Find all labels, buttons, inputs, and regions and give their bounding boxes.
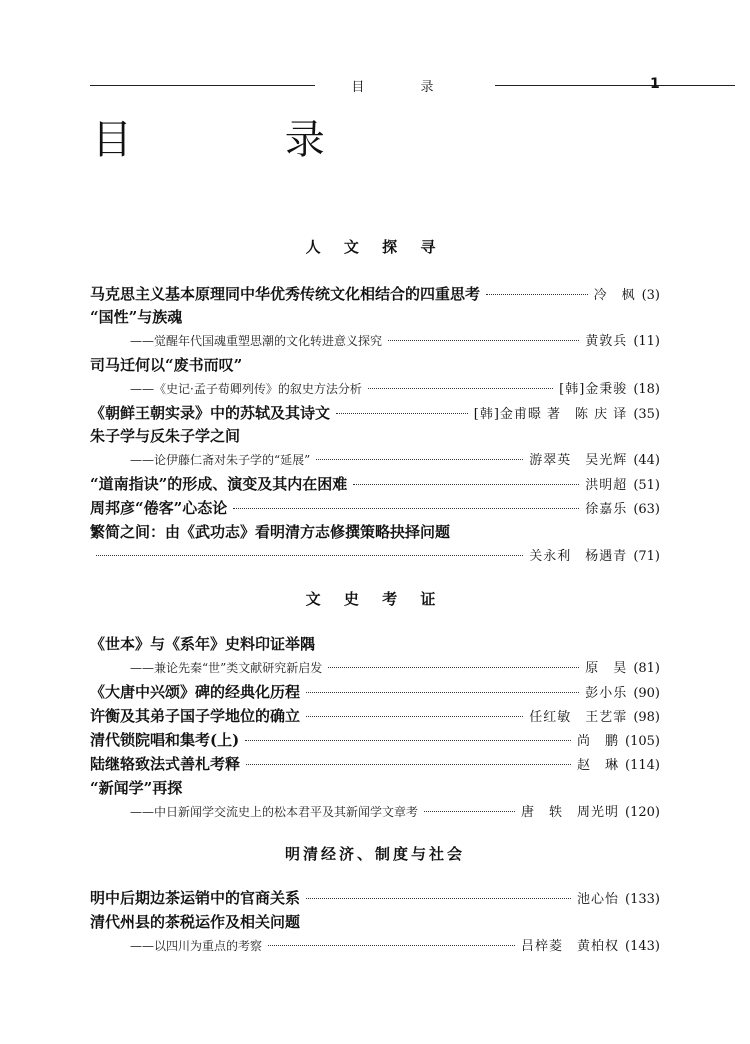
entry-author: [韩]金甫暻 著 陈 庆 译 <box>473 407 628 422</box>
toc-entry-subtitle[interactable] <box>90 449 660 471</box>
entry-author: 尚 鹏 <box>577 734 620 749</box>
entry-author: 任红敏 王艺霏 <box>529 710 628 725</box>
dot-leader <box>353 484 579 485</box>
entry-page: (105) <box>625 734 660 749</box>
entry-title: 《大唐中兴颂》碑的经典化历程 <box>90 683 301 701</box>
entry-author: 原 昊 <box>585 661 628 676</box>
dot-leader <box>424 811 515 812</box>
toc-entry[interactable] <box>90 777 660 799</box>
entry-title: “新闻学”再探 <box>90 779 183 797</box>
entry-page: (120) <box>625 805 660 820</box>
entry-author: 洪明超 <box>585 478 628 493</box>
section-title: 文 史 考 证 <box>305 590 445 608</box>
entry-title: 明中后期边茶运销中的官商关系 <box>90 889 301 907</box>
entry-author: 关永利 杨遇青 <box>529 549 628 564</box>
entry-subtitle: ——觉醒年代国魂重塑思潮的文化转进意义探究 <box>130 334 383 348</box>
entry-subtitle: ——《史记·孟子荀卿列传》的叙史方法分析 <box>130 382 362 396</box>
toc-entry[interactable] <box>90 425 660 447</box>
toc-entry[interactable] <box>90 497 660 519</box>
toc-entry-subtitle[interactable] <box>90 801 660 823</box>
entry-page: (133) <box>625 892 660 907</box>
entry-author: 黄敦兵 <box>585 334 628 349</box>
entry-title: 清代州县的茶税运作及相关问题 <box>90 913 301 931</box>
toc-entry[interactable] <box>90 473 660 495</box>
page-number: 1 <box>650 76 660 92</box>
running-header <box>90 76 660 96</box>
toc-entry[interactable] <box>90 729 660 751</box>
entry-author: 唐 轶 周光明 <box>521 805 620 820</box>
entry-author: 游翠英 吴光辉 <box>529 453 628 468</box>
dot-leader <box>268 945 515 946</box>
dot-leader <box>246 764 571 765</box>
entry-title: 马克思主义基本原理同中华优秀传统文化相结合的四重思考 <box>90 285 481 303</box>
entry-page: (35) <box>633 407 660 422</box>
toc-entry-continued[interactable] <box>90 545 660 567</box>
entry-page: (51) <box>633 478 660 493</box>
toc-entry[interactable] <box>90 911 660 933</box>
entry-page: (11) <box>633 334 660 349</box>
entry-author: [韩]金秉骏 <box>559 382 628 397</box>
toc-entry[interactable] <box>90 354 660 376</box>
entry-page: (81) <box>633 661 660 676</box>
toc-entry[interactable] <box>90 753 660 775</box>
entry-title: 周邦彦“倦客”心态论 <box>90 499 228 517</box>
entry-title: 《世本》与《系年》史料印证举隅 <box>90 635 316 653</box>
entry-title: 司马迁何以“废书而叹” <box>90 356 243 374</box>
dot-leader <box>245 740 571 741</box>
toc-entry[interactable] <box>90 283 660 305</box>
entry-page: (143) <box>625 939 660 954</box>
entry-author: 彭小乐 <box>585 686 628 701</box>
entry-subtitle: ——中日新闻学交流史上的松本君平及其新闻学文章考 <box>130 805 419 819</box>
section-title: 明清经济、制度与社会 <box>284 845 465 863</box>
dot-leader <box>316 459 523 460</box>
entry-author: 吕梓菱 黄柏权 <box>521 939 620 954</box>
entry-title: 清代锁院唱和集考(上) <box>90 731 240 749</box>
dot-leader <box>336 413 468 414</box>
entry-page: (114) <box>625 758 660 773</box>
dot-leader <box>306 692 579 693</box>
entry-page: (90) <box>633 686 660 701</box>
toc-entry[interactable] <box>90 521 660 543</box>
toc-entry-subtitle[interactable] <box>90 330 660 352</box>
toc-entry[interactable] <box>90 681 660 703</box>
dot-leader <box>486 294 588 295</box>
entry-subtitle: ——兼论先秦“世”类文献研究新启发 <box>130 661 323 675</box>
entry-author: 赵 琳 <box>577 758 620 773</box>
header-rule-left <box>90 85 315 86</box>
entry-title: 《朝鲜王朝实录》中的苏轼及其诗文 <box>90 404 331 422</box>
section-title: 人 文 探 寻 <box>305 238 445 256</box>
entry-title: 陆继辂致法式善札考释 <box>90 755 241 773</box>
dot-leader <box>328 667 579 668</box>
header-rule-right <box>495 85 735 86</box>
entry-author: 徐嘉乐 <box>585 502 628 517</box>
toc-entry[interactable] <box>90 306 660 328</box>
entry-title: 许衡及其弟子国子学地位的确立 <box>90 707 301 725</box>
entry-page: (3) <box>641 288 660 303</box>
entry-page: (44) <box>633 453 660 468</box>
entry-page: (63) <box>633 502 660 517</box>
toc-entry[interactable] <box>90 633 660 655</box>
entry-page: (98) <box>633 710 660 725</box>
toc-entry-subtitle[interactable] <box>90 935 660 957</box>
dot-leader <box>306 716 523 717</box>
dot-leader <box>233 508 579 509</box>
toc-entry[interactable] <box>90 402 660 424</box>
dot-leader <box>368 388 553 389</box>
header-title: 目 录 <box>351 80 460 95</box>
entry-title: 朱子学与反朱子学之间 <box>90 427 241 445</box>
entry-author: 冷 枫 <box>593 288 636 303</box>
entry-page: (71) <box>633 549 660 564</box>
entry-title: 繁简之间：由《武功志》看明清方志修撰策略抉择问题 <box>90 523 451 541</box>
entry-subtitle: ——以四川为重点的考察 <box>130 939 263 953</box>
entry-title: “道南指诀”的形成、演变及其内在困难 <box>90 475 348 493</box>
entry-page: (18) <box>633 382 660 397</box>
dot-leader <box>306 898 571 899</box>
entry-author: 池心怡 <box>577 892 620 907</box>
toc-entry[interactable] <box>90 887 660 909</box>
dot-leader <box>388 340 579 341</box>
page-title: 目 录 <box>92 117 395 163</box>
toc-entry[interactable] <box>90 705 660 727</box>
toc-entry-subtitle[interactable] <box>90 378 660 400</box>
entry-subtitle: ——论伊藤仁斋对朱子学的“延展” <box>130 453 311 467</box>
toc-entry-subtitle[interactable] <box>90 657 660 679</box>
entry-title: “国性”与族魂 <box>90 308 183 326</box>
dot-leader <box>96 555 523 556</box>
